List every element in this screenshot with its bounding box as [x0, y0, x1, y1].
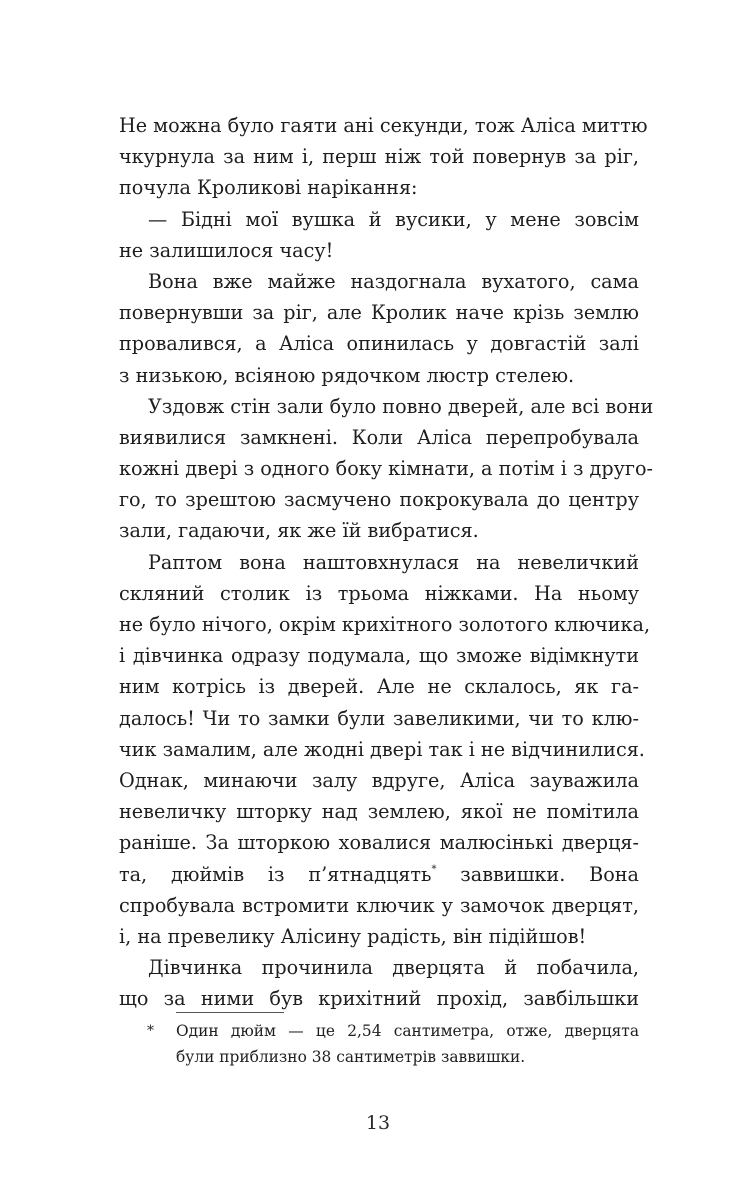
text-line: не було нічого, окрім крихітного золотого ключика,: [119, 613, 651, 636]
text-fragment: та, дюймів із п’ятнадцять: [119, 862, 432, 886]
text-line: чкурнула за ним і, перш ніж той повернув за ріг,: [119, 145, 639, 169]
text-line: не залишилося часу!: [119, 238, 334, 262]
text-line: далось! Чи то замки були завеликими, чи то клю-: [119, 706, 639, 730]
text-line: провалився, а Аліса опинилась у довгастій залі: [119, 332, 639, 356]
text-line: скляний столик із трьома ніжками. На ньому: [119, 581, 639, 605]
footnote-text: [176, 1018, 639, 1070]
footnote-divider: [176, 1012, 284, 1013]
text-line-with-footnote-ref: [119, 859, 639, 890]
text-line: раніше. За шторкою ховалися малюсінькі дверця-: [119, 831, 639, 855]
text-line: спробувала встромити ключик у замочок дверцят,: [119, 893, 639, 917]
text-line: го, то зрештою засмучено покрокувала до центру: [119, 488, 639, 512]
body-text: [119, 110, 654, 1014]
text-line: чик замалим, але жодні двері так і не відчинилися.: [119, 737, 645, 761]
text-line: почула Кроликові нарікання:: [119, 176, 418, 200]
text-line: кожні двері з одного боку кімнати, а потім і з друго-: [119, 457, 653, 481]
text-line: невеличку шторку над землею, якої не помітила: [119, 800, 639, 824]
footnote-reference[interactable]: *: [431, 863, 437, 875]
footnote-line: були приблизно 38 сантиметрів заввишки.: [176, 1048, 526, 1066]
text-line: і, на превелику Алісину радість, він підійшов!: [119, 924, 587, 948]
footnote-line: Один дюйм — це 2,54 сантиметра, отже, дверцята: [176, 1022, 639, 1040]
text-line: що за ними був крихітний прохід, завбільшки: [119, 987, 639, 1011]
text-line: ним котрісь із дверей. Але не склалось, як га-: [119, 675, 639, 699]
page-number: 13: [365, 1112, 391, 1134]
footnote-symbol: *: [147, 1023, 154, 1039]
text-line: повернувши за ріг, але Кролик наче крізь землю: [119, 301, 639, 325]
text-line: і дівчинка одразу подумала, що зможе відімкнути: [119, 644, 639, 668]
text-line: Не можна було гаяти ані секунди, тож Аліса миттю: [119, 114, 648, 137]
text-line: — Бідні мої вушка й вусики, у мене зовсім: [148, 207, 639, 231]
text-line: Уздовж стін зали було повно дверей, але всі вони: [148, 394, 654, 418]
text-line: Однак, минаючи залу вдруге, Аліса зауважила: [119, 768, 639, 792]
text-fragment: заввишки. Вона: [460, 862, 639, 886]
text-line: Дівчинка прочинила дверцята й побачила,: [148, 956, 639, 980]
text-line: зали, гадаючи, як же їй вибратися.: [119, 519, 479, 543]
text-line: з низькою, всіяною рядочком люстр стелею.: [119, 363, 575, 387]
text-line: виявилися замкнені. Коли Аліса перепробувала: [119, 425, 639, 449]
text-line: Вона вже майже наздогнала вухатого, сама: [148, 269, 639, 293]
text-line: Раптом вона наштовхнулася на невеличкий: [148, 550, 639, 574]
